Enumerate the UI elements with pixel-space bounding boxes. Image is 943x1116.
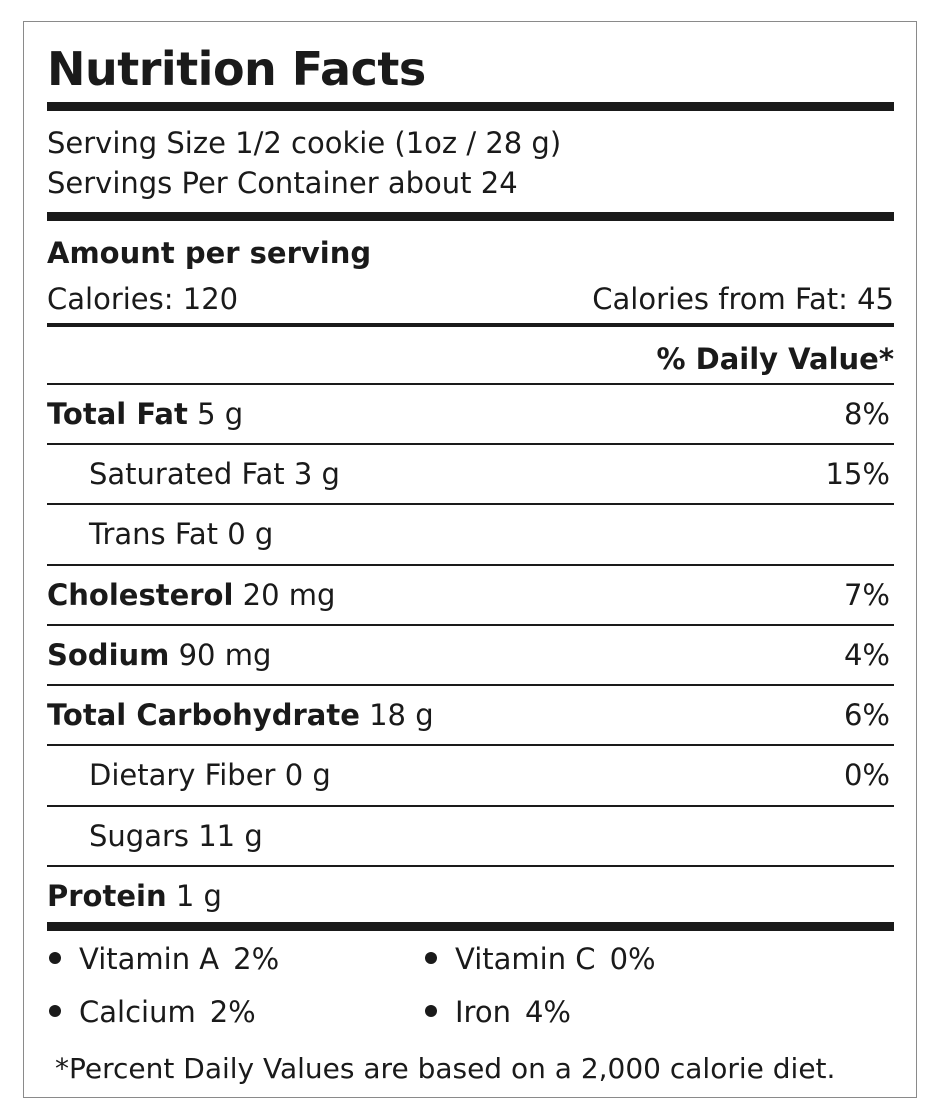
vitamin-name: Iron (455, 995, 511, 1029)
nutrient-amount: 11 g (198, 819, 263, 853)
footnote: *Percent Daily Values are based on a 2,000 calorie diet. (55, 1052, 836, 1085)
nutrient-pct: 7% (843, 578, 890, 612)
vitamin-item (49, 942, 279, 976)
nutrient-pct: 0% (843, 758, 890, 792)
vitamin-pct: 2% (209, 995, 256, 1029)
vitamin-name: Vitamin A (79, 942, 220, 976)
nutrient-name: Protein (47, 879, 167, 913)
calories-from-fat: Calories from Fat: 45 (592, 282, 894, 316)
vitamin-pct: 4% (524, 995, 571, 1029)
nutrient-amount: 3 g (293, 457, 340, 491)
nutrient-amount: 1 g (175, 879, 222, 913)
nutrient-row (47, 867, 894, 925)
label-content (47, 22, 894, 1097)
thick-divider (47, 102, 894, 111)
vitamin-item (425, 942, 656, 976)
calories-row (47, 282, 894, 316)
nutrient-name: Sugars (89, 819, 189, 853)
nutrient-amount: 90 mg (178, 638, 272, 672)
servings-per-container: Servings Per Container about 24 (47, 166, 518, 200)
medium-divider (47, 323, 894, 327)
nutrient-amount: 0 g (284, 758, 331, 792)
thick-divider (47, 212, 894, 221)
nutrient-amount: 0 g (227, 517, 274, 551)
nutrient-row (47, 505, 894, 563)
nutrient-name: Sodium (47, 638, 170, 672)
serving-size: Serving Size 1/2 cookie (1oz / 28 g) (47, 126, 562, 160)
nutrient-row (47, 385, 894, 443)
nutrient-pct: 6% (843, 698, 890, 732)
nutrient-pct: 8% (843, 397, 890, 431)
label-title: Nutrition Facts (47, 42, 426, 96)
nutrient-amount: 18 g (369, 698, 434, 732)
vitamin-name: Calcium (79, 995, 196, 1029)
nutrient-name: Saturated Fat (89, 457, 285, 491)
nutrient-amount: 5 g (197, 397, 244, 431)
vitamin-pct: 0% (609, 942, 656, 976)
nutrient-row (47, 626, 894, 684)
nutrient-pct: 4% (843, 638, 890, 672)
nutrient-name: Cholesterol (47, 578, 234, 612)
nutrient-row (47, 566, 894, 624)
vitamin-item (49, 995, 256, 1029)
bullet-icon (425, 1005, 437, 1017)
nutrient-pct: 15% (825, 457, 890, 491)
vitamin-item (425, 995, 571, 1029)
vitamin-pct: 2% (233, 942, 280, 976)
nutrient-row (47, 445, 894, 503)
nutrition-label (23, 21, 917, 1098)
nutrient-amount: 20 mg (242, 578, 336, 612)
calories-value: Calories: 120 (47, 282, 239, 316)
nutrient-name: Dietary Fiber (89, 758, 276, 792)
thick-divider (47, 922, 894, 931)
nutrient-name: Trans Fat (89, 517, 219, 551)
vitamin-name: Vitamin C (455, 942, 596, 976)
amount-per-serving-heading: Amount per serving (47, 236, 372, 270)
nutrient-name: Total Fat (47, 397, 188, 431)
bullet-icon (425, 952, 437, 964)
bullet-icon (49, 1005, 61, 1017)
daily-value-label: % Daily Value* (656, 342, 894, 376)
nutrient-row (47, 686, 894, 744)
bullet-icon (49, 952, 61, 964)
nutrient-name: Total Carbohydrate (47, 698, 360, 732)
nutrient-row (47, 746, 894, 804)
nutrient-row (47, 807, 894, 865)
